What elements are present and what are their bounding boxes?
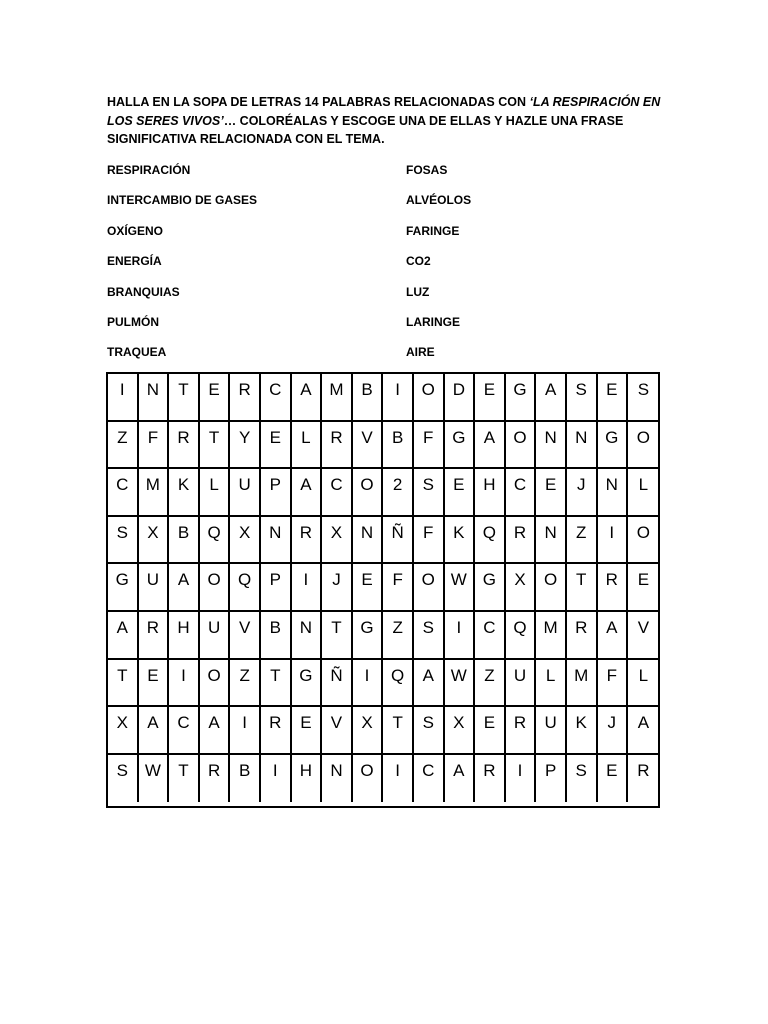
grid-cell[interactable]: R — [139, 612, 170, 660]
grid-cell[interactable]: E — [628, 564, 659, 612]
grid-cell[interactable]: Ñ — [322, 660, 353, 708]
grid-cell[interactable]: A — [292, 469, 323, 517]
grid-cell[interactable]: T — [261, 660, 292, 708]
grid-cell[interactable]: Z — [230, 660, 261, 708]
grid-cell[interactable]: A — [475, 422, 506, 470]
grid-cell[interactable]: U — [230, 469, 261, 517]
grid-cell[interactable]: O — [200, 564, 231, 612]
grid-cell[interactable]: R — [200, 755, 231, 803]
grid-cell[interactable]: W — [139, 755, 170, 803]
grid-cell[interactable]: C — [169, 707, 200, 755]
word-right-1: FOSAS — [406, 163, 448, 177]
grid-cell[interactable]: N — [536, 517, 567, 565]
grid-cell[interactable]: O — [353, 755, 384, 803]
grid-cell[interactable]: U — [200, 612, 231, 660]
grid-cell[interactable]: O — [353, 469, 384, 517]
grid-cell[interactable]: I — [292, 564, 323, 612]
grid-cell[interactable]: E — [139, 660, 170, 708]
grid-cell[interactable]: U — [536, 707, 567, 755]
grid-cell[interactable]: I — [383, 374, 414, 422]
grid-cell[interactable]: N — [536, 422, 567, 470]
grid-cell[interactable]: X — [445, 707, 476, 755]
grid-cell[interactable]: Q — [230, 564, 261, 612]
grid-cell[interactable]: F — [139, 422, 170, 470]
grid-cell[interactable]: N — [139, 374, 170, 422]
grid-cell[interactable]: H — [475, 469, 506, 517]
grid-cell[interactable]: N — [598, 469, 629, 517]
grid-cell[interactable]: L — [536, 660, 567, 708]
grid-cell[interactable]: C — [414, 755, 445, 803]
grid-cell[interactable]: O — [414, 564, 445, 612]
grid-cell[interactable]: J — [322, 564, 353, 612]
grid-cell[interactable]: C — [261, 374, 292, 422]
grid-cell[interactable]: A — [108, 612, 139, 660]
grid-cell[interactable]: U — [506, 660, 537, 708]
grid-cell[interactable]: B — [261, 612, 292, 660]
grid-cell[interactable]: C — [475, 612, 506, 660]
grid-cell[interactable]: Q — [506, 612, 537, 660]
grid-cell[interactable]: I — [261, 755, 292, 803]
grid-cell[interactable]: E — [536, 469, 567, 517]
word-right-6: LARINGE — [406, 315, 460, 329]
grid-cell[interactable]: W — [445, 564, 476, 612]
grid-cell[interactable]: R — [475, 755, 506, 803]
grid-cell[interactable]: B — [230, 755, 261, 803]
grid-cell[interactable]: A — [200, 707, 231, 755]
grid-cell[interactable]: R — [598, 564, 629, 612]
grid-cell[interactable]: I — [506, 755, 537, 803]
grid-cell[interactable]: S — [414, 707, 445, 755]
grid-cell[interactable]: K — [445, 517, 476, 565]
grid-cell[interactable]: Q — [475, 517, 506, 565]
grid-cell[interactable]: T — [200, 422, 231, 470]
grid-cell[interactable]: F — [414, 517, 445, 565]
word-right-3: FARINGE — [406, 224, 460, 238]
grid-cell[interactable]: X — [353, 707, 384, 755]
grid-cell[interactable]: V — [322, 707, 353, 755]
word-left-5: BRANQUIAS — [107, 285, 180, 299]
grid-cell[interactable]: S — [108, 755, 139, 803]
grid-cell[interactable]: U — [139, 564, 170, 612]
grid-cell[interactable]: N — [322, 755, 353, 803]
grid-cell[interactable]: R — [230, 374, 261, 422]
grid-cell[interactable]: P — [261, 564, 292, 612]
word-left-3: OXÍGENO — [107, 224, 164, 238]
grid-cell[interactable]: P — [536, 755, 567, 803]
grid-cell[interactable]: E — [200, 374, 231, 422]
grid-cell[interactable]: X — [322, 517, 353, 565]
grid-cell[interactable]: R — [261, 707, 292, 755]
grid-cell[interactable]: C — [506, 469, 537, 517]
grid-cell[interactable]: E — [475, 707, 506, 755]
grid-cell[interactable]: Z — [108, 422, 139, 470]
instructions-topic: ‘LA RESPIRACIÓN EN LOS SERES VIVOS’ — [107, 95, 661, 128]
instructions-text — [107, 93, 667, 149]
grid-cell[interactable]: X — [506, 564, 537, 612]
grid-cell[interactable]: Y — [230, 422, 261, 470]
grid-cell[interactable]: X — [108, 707, 139, 755]
grid-cell[interactable]: B — [383, 422, 414, 470]
grid-cell[interactable]: L — [292, 422, 323, 470]
grid-cell[interactable]: F — [598, 660, 629, 708]
grid-cell[interactable]: Z — [475, 660, 506, 708]
word-left-4: ENERGÍA — [107, 254, 162, 268]
grid-cell[interactable]: A — [628, 707, 659, 755]
grid-cell[interactable]: Z — [567, 517, 598, 565]
grid-cell[interactable]: I — [383, 755, 414, 803]
grid-cell[interactable]: Q — [383, 660, 414, 708]
grid-cell[interactable]: A — [536, 374, 567, 422]
word-left-7: TRAQUEA — [107, 345, 167, 359]
grid-cell[interactable]: E — [445, 469, 476, 517]
grid-cell[interactable]: E — [261, 422, 292, 470]
grid-cell[interactable]: M — [139, 469, 170, 517]
instructions-part-3: … COLORÉALAS Y ESCOGE UNA DE ELLAS Y HAZLE UNA FRASE SIGNIFICATIVA RELACIONADA CON EL TEMA. — [107, 113, 624, 146]
grid-cell[interactable]: F — [383, 564, 414, 612]
grid-cell[interactable]: G — [506, 374, 537, 422]
grid-cell[interactable]: L — [628, 469, 659, 517]
grid-cell[interactable]: J — [598, 707, 629, 755]
grid-cell[interactable]: T — [567, 564, 598, 612]
grid-cell[interactable]: A — [169, 564, 200, 612]
grid-cell[interactable]: R — [506, 707, 537, 755]
grid-cell[interactable]: A — [598, 612, 629, 660]
grid-cell[interactable]: X — [139, 517, 170, 565]
grid-cell[interactable]: E — [475, 374, 506, 422]
grid-cell[interactable]: P — [261, 469, 292, 517]
grid-cell[interactable]: S — [567, 374, 598, 422]
grid-cell[interactable]: T — [322, 612, 353, 660]
word-right-7: AIRE — [406, 345, 435, 359]
grid-cell[interactable]: I — [230, 707, 261, 755]
grid-cell[interactable]: A — [139, 707, 170, 755]
grid-cell[interactable]: R — [637, 760, 650, 780]
word-right-4: CO2 — [406, 254, 431, 268]
grid-cell[interactable]: M — [536, 612, 567, 660]
grid-cell[interactable]: G — [445, 422, 476, 470]
grid-cell[interactable]: J — [567, 469, 598, 517]
grid-cell[interactable]: H — [292, 755, 323, 803]
grid-cell[interactable]: L — [200, 469, 231, 517]
grid-cell[interactable]: T — [383, 707, 414, 755]
grid-cell[interactable]: M — [567, 660, 598, 708]
grid-cell[interactable]: G — [353, 612, 384, 660]
grid-cell[interactable]: S — [414, 612, 445, 660]
word-left-6: PULMÓN — [107, 315, 159, 329]
grid-cell[interactable]: S — [628, 374, 659, 422]
grid-cell[interactable]: A — [292, 374, 323, 422]
grid-cell[interactable]: B — [169, 517, 200, 565]
grid-cell[interactable]: W — [445, 660, 476, 708]
grid-cell[interactable]: V — [628, 612, 659, 660]
grid-cell[interactable]: O — [628, 422, 659, 470]
grid-cell[interactable]: O — [200, 660, 231, 708]
grid-cell[interactable]: A — [414, 660, 445, 708]
grid-cell[interactable]: R — [506, 517, 537, 565]
grid-cell[interactable]: I — [445, 612, 476, 660]
grid-cell[interactable]: D — [445, 374, 476, 422]
grid-cell[interactable]: O — [506, 422, 537, 470]
grid-cell[interactable]: V — [353, 422, 384, 470]
grid-cell[interactable]: N — [567, 422, 598, 470]
word-left-1: RESPIRACIÓN — [107, 163, 191, 177]
grid-cell[interactable]: X — [230, 517, 261, 565]
grid-cell[interactable]: K — [169, 469, 200, 517]
grid-cell[interactable]: H — [169, 612, 200, 660]
grid-cell[interactable]: Z — [383, 612, 414, 660]
grid-cell[interactable]: R — [292, 517, 323, 565]
grid-cell[interactable]: Q — [200, 517, 231, 565]
word-right-5: LUZ — [406, 285, 430, 299]
grid-cell[interactable]: I — [598, 517, 629, 565]
word-right-2: ALVÉOLOS — [406, 193, 472, 207]
grid-cell[interactable]: I — [169, 660, 200, 708]
grid-cell[interactable]: E — [598, 755, 629, 803]
grid-cell[interactable]: I — [108, 374, 139, 422]
grid-cell[interactable]: V — [230, 612, 261, 660]
grid-cell[interactable]: N — [353, 517, 384, 565]
grid-cell[interactable]: E — [598, 374, 629, 422]
grid-cell[interactable]: S — [108, 517, 139, 565]
grid-cell[interactable]: E — [353, 564, 384, 612]
grid-cell[interactable]: T — [108, 660, 139, 708]
grid-cell[interactable]: A — [445, 755, 476, 803]
grid-cell[interactable]: O — [536, 564, 567, 612]
grid-cell[interactable]: N — [292, 612, 323, 660]
grid-cell[interactable]: K — [567, 707, 598, 755]
grid-cell[interactable]: F — [414, 422, 445, 470]
word-left-2: INTERCAMBIO DE GASES — [107, 193, 258, 207]
grid-cell[interactable]: G — [108, 564, 139, 612]
word-search-grid — [106, 372, 660, 808]
grid-cell[interactable]: T — [169, 374, 200, 422]
grid-cell[interactable]: Ñ — [383, 517, 414, 565]
grid-cell[interactable]: R — [567, 612, 598, 660]
grid-cell[interactable]: M — [322, 374, 353, 422]
grid-cell[interactable]: E — [292, 707, 323, 755]
grid-cell[interactable]: S — [567, 755, 598, 803]
grid-cell[interactable]: R — [322, 422, 353, 470]
grid-cell[interactable]: C — [322, 469, 353, 517]
grid-cell[interactable]: O — [628, 517, 659, 565]
grid-cell[interactable]: G — [598, 422, 629, 470]
grid-cell[interactable]: R — [169, 422, 200, 470]
grid-cell[interactable]: O — [414, 374, 445, 422]
grid-cell[interactable]: N — [261, 517, 292, 565]
grid-cell[interactable]: B — [353, 374, 384, 422]
grid-cell[interactable]: C — [108, 469, 139, 517]
grid-cell[interactable]: S — [414, 469, 445, 517]
grid-cell[interactable]: T — [169, 755, 200, 803]
grid-cell[interactable]: 2 — [383, 469, 414, 517]
grid-cell[interactable]: I — [353, 660, 384, 708]
grid-cell[interactable]: G — [292, 660, 323, 708]
instructions-part-1: HALLA EN LA SOPA DE LETRAS 14 PALABRAS RELACIONADAS CON — [107, 95, 530, 109]
grid-cell[interactable]: L — [628, 660, 659, 708]
grid-cell[interactable]: G — [475, 564, 506, 612]
